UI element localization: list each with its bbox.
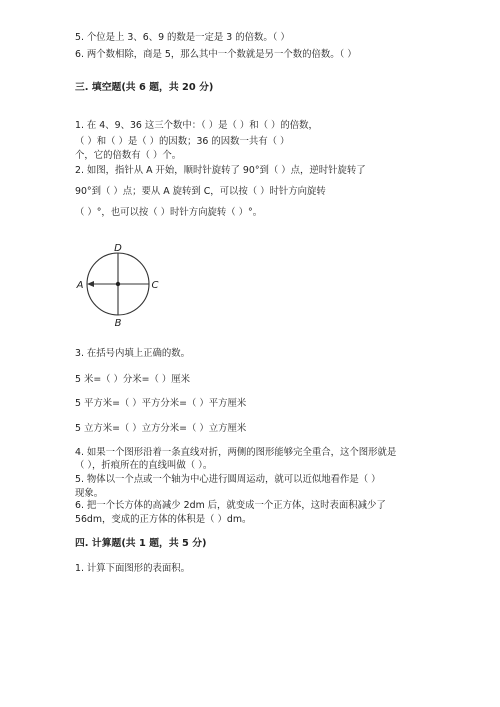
fill-q2-line1: 2. 如图，指针从 A 开始，顺时针旋转了 90°到（ ）点，逆时针旋转了	[75, 165, 366, 176]
clock-dial-diagram	[72, 238, 172, 330]
fill-q6-line1: 6. 把一个长方体的高减少 2dm 后，就变成一个正方体，这时表面积减少了	[75, 500, 386, 511]
fill-q1-line1: 1. 在 4、9、36 这三个数中：（ ）是（ ）和（ ）的倍数，	[75, 120, 318, 131]
section-4-heading: 四. 计算题(共 1 题，共 5 分)	[75, 538, 207, 549]
fill-q3-volume: 5 立方米=（ ）立方分米=（ ）立方厘米	[75, 423, 247, 434]
question-6-truefalse: 6. 两个数相除，商是 5，那么其中一个数就是另一个数的倍数。（ ）	[75, 49, 357, 60]
question-5-truefalse: 5. 个位是上 3、6、9 的数是一定是 3 的倍数。（ ）	[75, 32, 290, 43]
fill-q1-line2: （ ）和（ ）是（ ）的因数；36 的因数一共有（ ）	[75, 136, 290, 147]
fill-q5-line1: 5. 物体以一个点或一个轴为中心进行圆周运动，就可以近似地看作是（ ）	[75, 474, 381, 485]
fill-q5-line2: 现象。	[75, 488, 104, 499]
fill-q6-line2: 56dm，变成的正方体的体积是（ ）dm。	[75, 514, 252, 525]
label-c: C	[151, 280, 159, 291]
fill-q3-length: 5 米=（ ）分米=（ ）厘米	[75, 374, 190, 385]
fill-q4-line2: （ ），折痕所在的直线叫做（ ）。	[75, 460, 213, 471]
calc-q1-prompt: 1. 计算下面图形的表面积。	[75, 563, 191, 574]
label-a: A	[76, 280, 84, 291]
fill-q2-line2: 90°到（ ）点；要从 A 旋转到 C，可以按（ ）时针方向旋转	[75, 186, 326, 197]
fill-q2-line3: （ ）°，也可以按（ ）时针方向旋转（ ）°。	[75, 207, 263, 218]
label-b: B	[114, 318, 122, 329]
pointer-arrowhead	[87, 281, 94, 287]
fill-q4-line1: 4. 如果一个图形沿着一条直线对折，两侧的图形能够完全重合，这个图形就是	[75, 447, 397, 458]
center-dot	[116, 282, 120, 286]
fill-q3-area: 5 平方米=（ ）平方分米=（ ）平方厘米	[75, 398, 247, 409]
fill-q1-line3: 个，它的倍数有（ ）个。	[75, 150, 182, 161]
label-d: D	[114, 243, 122, 254]
section-3-heading: 三. 填空题(共 6 题，共 20 分)	[75, 82, 214, 93]
fill-q3-prompt: 3. 在括号内填上正确的数。	[75, 348, 191, 359]
